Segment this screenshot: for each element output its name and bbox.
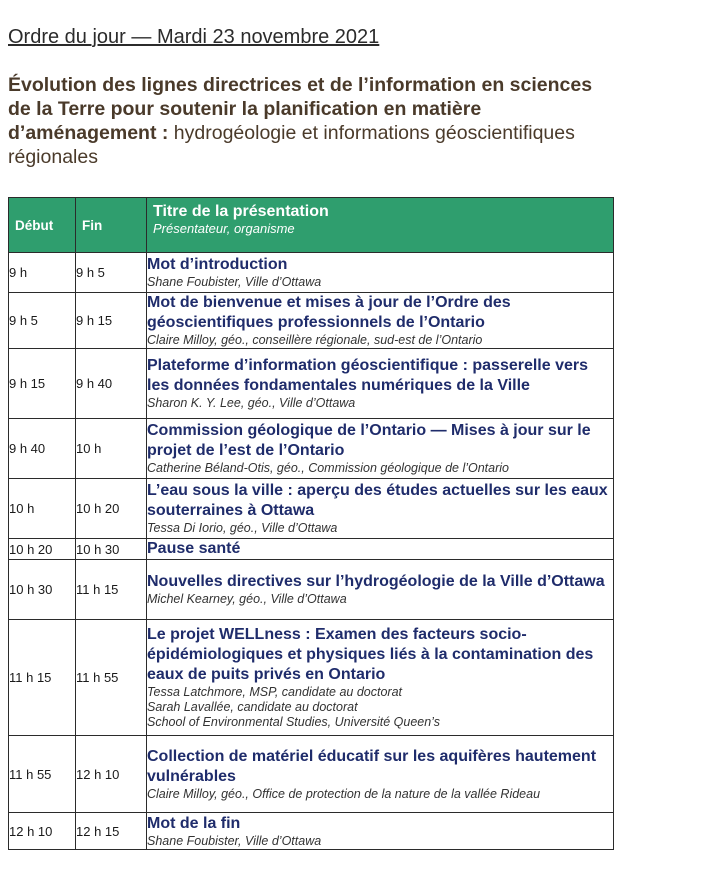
row-end-time: 10 h 20 [76, 479, 147, 539]
row-end-time: 9 h 5 [76, 253, 147, 293]
table-row [9, 736, 614, 813]
presenter-line: Catherine Béland-Otis, géo., Commission géologique de l’Ontario [147, 461, 509, 475]
table-row [9, 293, 614, 349]
row-presentation [147, 349, 614, 419]
table-header-row [9, 198, 614, 253]
row-start-time: 9 h 40 [9, 419, 76, 479]
presentation-title: L’eau sous la ville : aperçu des études actuelles sur les eaux souterraines à Ottawa [147, 482, 608, 519]
row-presentation [147, 539, 614, 560]
table-row [9, 620, 614, 736]
row-presentation [147, 620, 614, 736]
row-start-time: 10 h 30 [9, 560, 76, 620]
row-presentation [147, 560, 614, 620]
presentation-title: Mot de bienvenue et mises à jour de l’Ordre des géoscientifiques professionnels de l’Ontario [147, 294, 511, 331]
table-row [9, 253, 614, 293]
row-start-time: 9 h 15 [9, 349, 76, 419]
row-presentation [147, 419, 614, 479]
presenter-line: Claire Milloy, géo., conseillère régionale, sud-est de l’Ontario [147, 333, 483, 347]
row-start-time: 11 h 55 [9, 736, 76, 813]
subtitle-bold: Évolution des lignes directrices et de l’information en sciences de la Terre pour soutenir la planification en matière d’aménagement : [8, 74, 593, 144]
presenter-line: Tessa Di Iorio, géo., Ville d’Ottawa [147, 521, 338, 535]
table-row [9, 813, 614, 850]
table-row [9, 539, 614, 560]
subtitle-regular: hydrogéologie et informations géoscientifiques régionales [8, 122, 575, 168]
row-presentation [147, 813, 614, 850]
presentation-title: Nouvelles directives sur l’hydrogéologie de la Ville d’Ottawa [147, 573, 605, 590]
header-title-label: Titre de la présentation [153, 203, 329, 220]
row-end-time: 9 h 40 [76, 349, 147, 419]
presenter-line: School of Environmental Studies, Université Queen’s [147, 715, 440, 729]
row-end-time: 10 h 30 [76, 539, 147, 560]
table-row [9, 560, 614, 620]
presentation-title: Collection de matériel éducatif sur les aquifères hautement vulnérables [147, 747, 597, 785]
row-presentation [147, 479, 614, 539]
presentation-title: Plateforme d’information géoscientifique : passerelle vers les données fondamentales numériques de la Ville [147, 357, 589, 394]
agenda-body [9, 253, 614, 850]
table-row [9, 479, 614, 539]
row-start-time: 10 h [9, 479, 76, 539]
row-start-time: 10 h 20 [9, 539, 76, 560]
header-end: Fin [76, 198, 147, 253]
row-presentation [147, 293, 614, 349]
row-end-time: 10 h [76, 419, 147, 479]
table-row [9, 349, 614, 419]
presentation-title: Mot de la fin [147, 814, 241, 832]
row-start-time: 11 h 15 [9, 620, 76, 736]
row-end-time: 11 h 55 [76, 620, 147, 736]
presentation-title: Commission géologique de l’Ontario — Mises à jour sur le projet de l’est de l’Ontario [147, 422, 591, 459]
row-end-time: 11 h 15 [76, 560, 147, 620]
agenda-heading: Ordre du jour — Mardi 23 novembre 2021 [8, 26, 380, 48]
presenter-line: Tessa Latchmore, MSP, candidate au doctorat [147, 685, 403, 699]
presenter-line: Michel Kearney, géo., Ville d’Ottawa [147, 592, 347, 606]
row-presentation [147, 736, 614, 813]
row-presentation [147, 253, 614, 293]
presenter-line: Shane Foubister, Ville d’Ottawa [147, 275, 322, 289]
event-subtitle [8, 73, 608, 169]
row-start-time: 9 h [9, 253, 76, 293]
row-start-time: 12 h 10 [9, 813, 76, 850]
presentation-title: Pause santé [147, 540, 241, 557]
table-row [9, 419, 614, 479]
header-title [147, 198, 614, 253]
row-end-time: 12 h 15 [76, 813, 147, 850]
presentation-title: Mot d’introduction [147, 256, 288, 273]
agenda-table [8, 197, 614, 850]
header-start: Début [9, 198, 76, 253]
presenter-line: Sharon K. Y. Lee, géo., Ville d’Ottawa [147, 396, 356, 410]
presentation-title: Le projet WELLness : Examen des facteurs socio-épidémiologiques et physiques liés à la contamination des eaux de puits privés en Ontario [147, 626, 594, 683]
presenter-line: Sarah Lavallée, candidate au doctorat [147, 700, 358, 714]
presenter-line: Shane Foubister, Ville d’Ottawa [147, 833, 322, 848]
row-start-time: 9 h 5 [9, 293, 76, 349]
row-end-time: 12 h 10 [76, 736, 147, 813]
presenter-line: Claire Milloy, géo., Office de protection de la nature de la vallée Rideau [147, 786, 541, 801]
row-end-time: 9 h 15 [76, 293, 147, 349]
header-title-sub: Présentateur, organisme [153, 221, 295, 236]
